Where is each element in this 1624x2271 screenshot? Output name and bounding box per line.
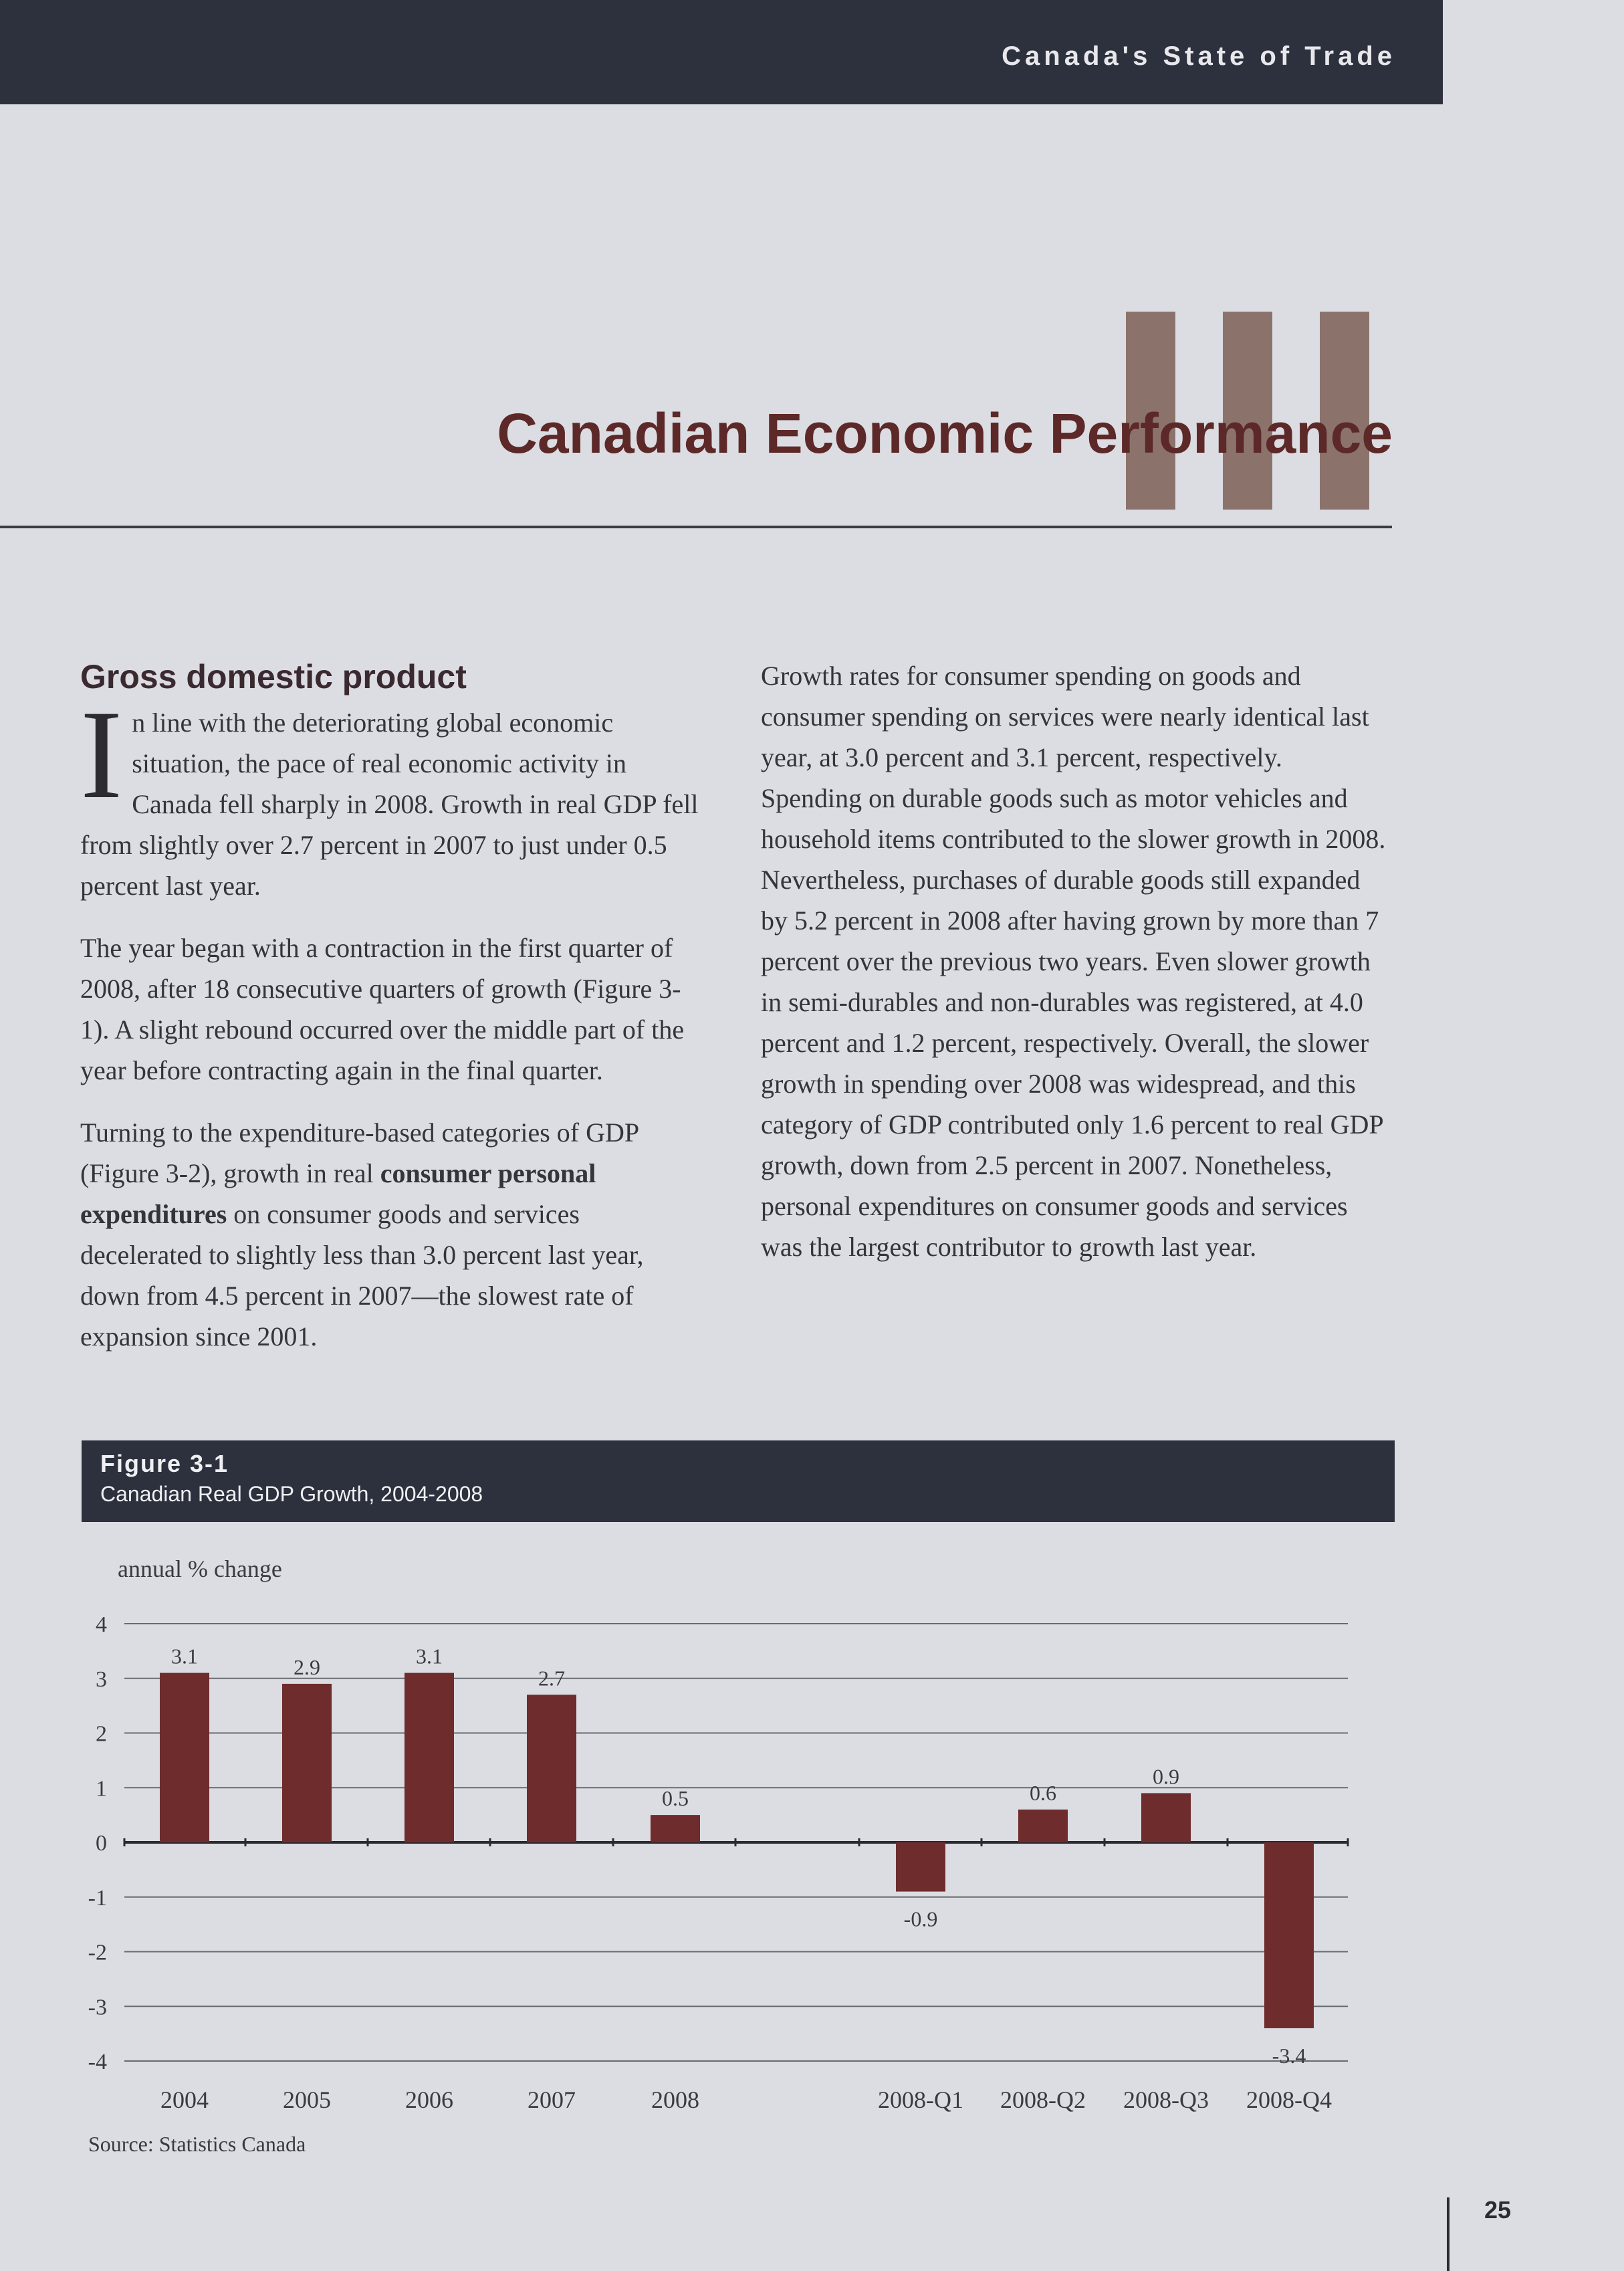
chapter-rule (0, 526, 1392, 528)
y-tick-label: -1 (88, 1885, 107, 1911)
x-tick-label: 2008-Q2 (1000, 2086, 1086, 2113)
y-tick-label: -3 (88, 1995, 107, 2020)
x-tick-label: 2005 (283, 2086, 331, 2113)
paragraph-1 (80, 685, 702, 906)
data-label: 0.6 (1030, 1780, 1056, 1805)
page-number: 25 (1484, 2196, 1512, 2224)
page-number-rule (1447, 2197, 1449, 2271)
figure-header (82, 1440, 1395, 1522)
paragraph-2: The year began with a contraction in the first quarter of 2008, after 18 consecutive quarters of growth (Figure 3-1). A slight rebound occurred over the middle part of the year before contracting again in the final quarter. (80, 933, 685, 1085)
data-label: 3.1 (416, 1644, 443, 1668)
data-label: 2.9 (294, 1654, 320, 1679)
bar (896, 1842, 945, 1892)
bar (527, 1695, 576, 1842)
data-label: 2.7 (538, 1666, 565, 1691)
drop-cap: I (80, 685, 123, 825)
y-axis-label: annual % change (118, 1555, 282, 1582)
data-label: -0.9 (903, 1907, 938, 1931)
x-tick-label: 2004 (160, 2086, 209, 2113)
figure-title: Canadian Real GDP Growth, 2004-2008 (100, 1482, 483, 1506)
data-label: 0.9 (1153, 1764, 1179, 1789)
y-tick-label: 1 (96, 1776, 107, 1802)
x-tick-label: 2007 (528, 2086, 576, 2113)
paragraph-3-text-b: on consumer goods and services decelerated to slightly less than 3.0 percent last year, down from 4.5 percent in 2007—the slowest rate of expansion since 2001. (80, 1199, 644, 1351)
data-label: -3.4 (1272, 2043, 1306, 2068)
y-tick-label: 0 (96, 1831, 107, 1856)
paragraph-3 (80, 1112, 702, 1357)
header-bar (0, 0, 1443, 104)
x-tick-label: 2008-Q4 (1246, 2086, 1332, 2113)
running-title: Canada's State of Trade (1002, 41, 1396, 71)
right-column (761, 655, 1389, 1289)
paragraph-1-text: n line with the deteriorating global economic situation, the pace of real economic activity in Canada fell sharply in 2008. Growth in real GDP fell from slightly over 2.7 percent in 2007 to just under 0.5 percent last year. (80, 708, 699, 901)
paragraph-3-text-a: Turning to the expenditure-based categories of GDP (Figure 3-2), growth in real (80, 1117, 639, 1188)
left-column (80, 655, 702, 1378)
bar (404, 1673, 454, 1842)
y-tick-label: 4 (96, 1612, 107, 1637)
data-label: 0.5 (662, 1786, 689, 1811)
bar (1018, 1810, 1068, 1842)
bar (651, 1815, 700, 1842)
bar (160, 1673, 209, 1842)
x-tick-label: 2008-Q1 (878, 2086, 963, 2113)
gdp-growth-chart (0, 1531, 1624, 2120)
section-heading: Gross domestic product (80, 658, 467, 695)
y-tick-label: 2 (96, 1721, 107, 1747)
figure-source: Source: Statistics Canada (88, 2132, 306, 2156)
data-label: 3.1 (171, 1644, 198, 1668)
x-tick-label: 2008 (651, 2086, 699, 2113)
figure-label: Figure 3-1 (100, 1450, 229, 1477)
x-tick-label: 2008-Q3 (1123, 2086, 1209, 2113)
y-tick-label: -2 (88, 1940, 107, 1965)
paragraph-3-bold: consumer personal expenditures (80, 1158, 596, 1229)
bar (1264, 1842, 1314, 2028)
chapter-title: Canadian Economic Performance (497, 402, 1393, 465)
y-tick-label: -4 (88, 2050, 107, 2074)
y-tick-label: 3 (96, 1666, 107, 1692)
bar (1141, 1793, 1191, 1842)
bar (282, 1684, 332, 1842)
paragraph-4: Growth rates for consumer spending on goods and consumer spending on services were nearly identical last year, at 3.0 percent and 3.1 percent, respectively. Spending on durable goods such as motor vehicles and household items contributed to the slower growth in 2008. Nevertheless, purchases of durable goods still expanded by 5.2 percent in 2008 after having grown by more than 7 percent over the previous two years. Even slower growth in semi-durables and non-durables was registered, at 4.0 percent and 1.2 percent, respectively. Overall, the slower growth in spending over 2008 was widespread, and this category of GDP contributed only 1.6 percent to real GDP growth, down from 2.5 percent in 2007. Nonetheless, personal expenditures on consumer goods and services was the largest contributor to growth last year. (761, 661, 1386, 1262)
x-tick-label: 2006 (405, 2086, 453, 2113)
